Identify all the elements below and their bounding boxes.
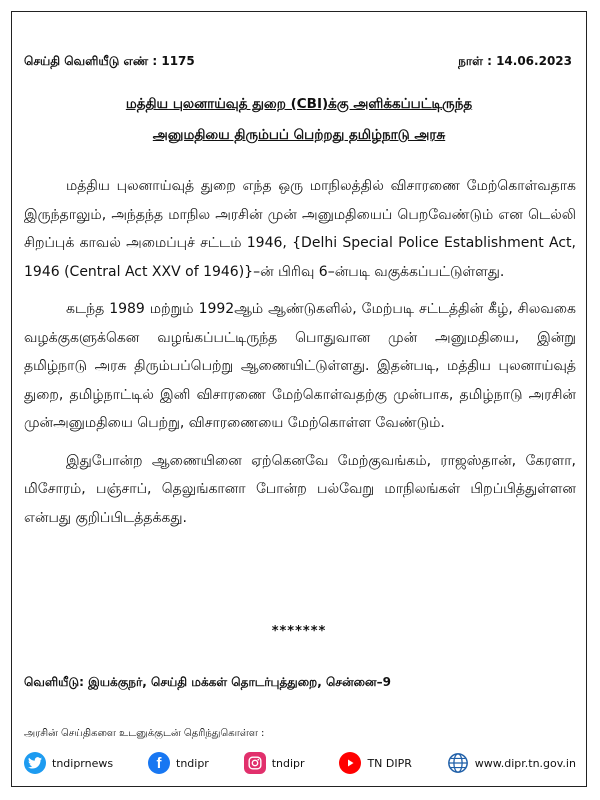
youtube-icon	[339, 752, 361, 774]
youtube-handle: TN DIPR	[367, 756, 412, 770]
facebook-icon: f	[148, 752, 170, 774]
release-date: நாள் : 14.06.2023	[458, 54, 572, 68]
facebook-link[interactable]	[148, 752, 209, 774]
website-link[interactable]	[447, 752, 576, 774]
facebook-handle: tndipr	[176, 756, 209, 770]
release-number: செய்தி வெளியீடு எண் : 1175	[24, 54, 195, 68]
headline-line-2: அனுமதியை திரும்பப் பெற்றது தமிழ்நாடு அரசு	[152, 127, 446, 143]
release-credit: வெளியீடு: இயக்குநர், செய்தி மக்கள் தொடர்புத்துறை, சென்னை–9	[24, 675, 391, 689]
paragraph-2: கடந்த 1989 மற்றும் 1992ஆம் ஆண்டுகளில், மேற்படி சட்டத்தின் கீழ், சிலவகை வழக்குகளுக்கென வழங்கப்பட்டிருந்த பொதுவான முன் அனுமதியை, இன்று தமிழ்நாடு அரசு திரும்பப்பெற்று ஆணையிட்டுள்ளது. இதன்படி, மத்திய புலனாய்வுத் துறை, தமிழ்நாட்டில் இனி விசாரணை மேற்கொள்வதற்கு முன்பாக, தமிழ்நாடு அரசின் முன்அனுமதியை பெற்று, விசாரணையை மேற்கொள்ள வேண்டும்.	[24, 301, 576, 431]
globe-icon	[447, 752, 469, 774]
social-links	[24, 752, 576, 774]
twitter-handle: tndiprnews	[52, 756, 114, 770]
instagram-icon	[244, 752, 266, 774]
youtube-link[interactable]	[339, 752, 411, 774]
twitter-icon	[24, 752, 46, 774]
follow-prompt: அரசின் செய்திகளை உடனுக்குடன் தெரிந்துகொள்ள :	[24, 728, 265, 739]
instagram-handle: tndipr	[271, 756, 305, 770]
separator: *******	[271, 624, 327, 639]
headline-line-1: மத்திய புலனாய்வுத் துறை (CBI)க்கு அளிக்கப்பட்டிருந்த	[125, 96, 473, 112]
press-release-page	[11, 11, 587, 787]
twitter-link[interactable]	[24, 752, 113, 774]
meta-row	[24, 54, 572, 70]
website-url: www.dipr.tn.gov.in	[474, 756, 576, 770]
paragraph-1: மத்திய புலனாய்வுத் துறை எந்த ஒரு மாநிலத்தில் விசாரணை மேற்கொள்வதாக இருந்தாலும், அந்தந்த மாநில அரசின் முன் அனுமதியைப் பெறவேண்டும் என டெல்லி சிறப்புக் காவல் அமைப்புச் சட்டம் 1946, {Delhi Special Police Establishment Act, 1946 (Central Act XXV of 1946)}–ன் பிரிவு 6–ன்படி வகுக்கப்பட்டுள்ளது.	[24, 178, 576, 280]
instagram-link[interactable]	[244, 752, 305, 774]
paragraph-3: இதுபோன்ற ஆணையினை ஏற்கெனவே மேற்குவங்கம், ராஜஸ்தான், கேரளா, மிசோரம், பஞ்சாப், தெலுங்கானா போன்ற பல்வேறு மாநிலங்கள் பிறப்பித்துள்ளன என்பது குறிப்பிடத்தக்கது.	[24, 452, 576, 526]
body-text	[24, 172, 576, 541]
